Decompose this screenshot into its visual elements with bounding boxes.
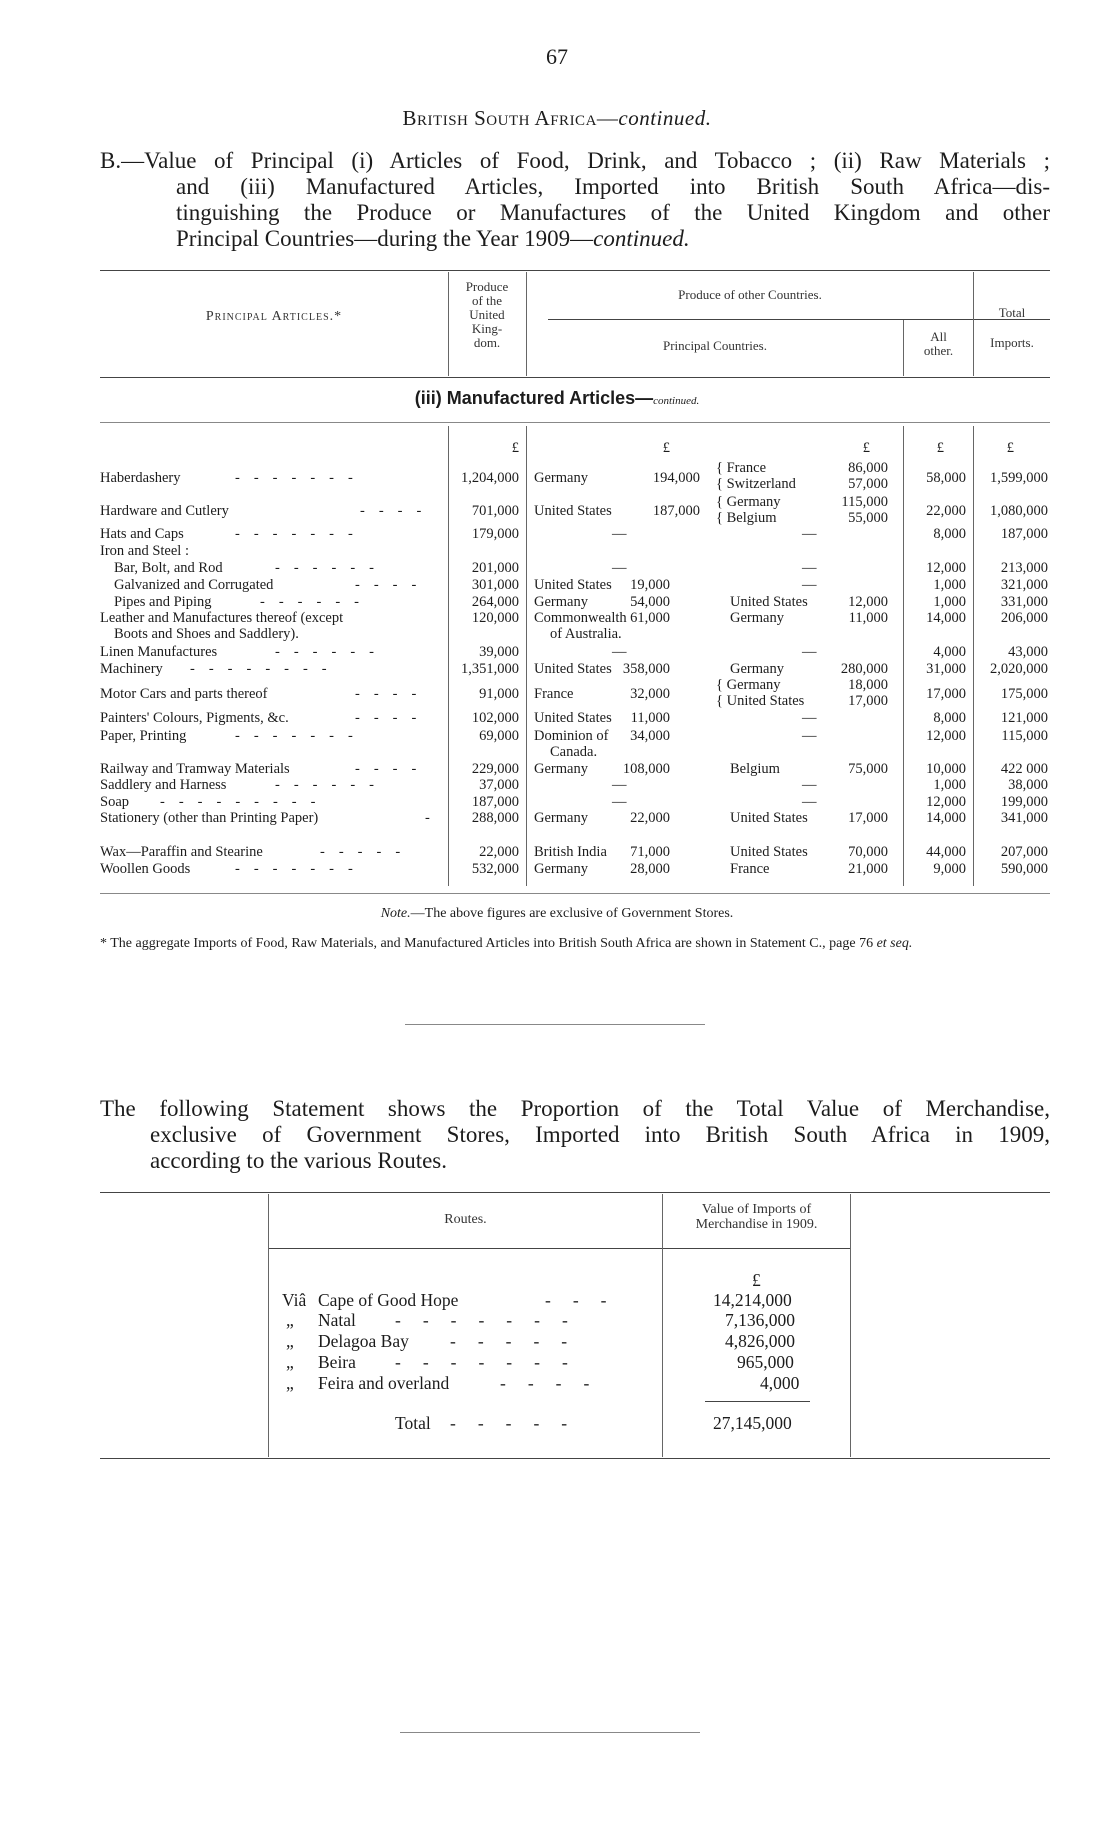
routes-bottom-rule <box>100 1458 1050 1459</box>
row-3-article: Iron and Steel : <box>100 543 189 559</box>
row-17-total: 207,000 <box>1000 844 1048 860</box>
row-0-c2: { France <box>716 460 767 476</box>
header-produce-uk-5: dom. <box>473 335 501 350</box>
note-text: —The above figures are exclusive of Government Stores. <box>410 906 734 921</box>
routes-header-routes: Routes. <box>444 1212 487 1227</box>
currency-total: £ <box>1006 440 1014 456</box>
row-13-article: Railway and Tramway Materials <box>100 761 290 777</box>
row-4-other: 12,000 <box>926 560 966 576</box>
row-10-c3-name: United States <box>726 693 805 709</box>
row-14-total: 38,000 <box>1008 777 1048 793</box>
row-18-c1v: 28,000 <box>630 861 670 877</box>
row-4-uk: 201,000 <box>471 560 519 576</box>
row-4-article: Bar, Bolt, and Rod <box>114 560 223 576</box>
routes-total-rule <box>705 1401 810 1402</box>
page-number: 67 <box>546 44 568 69</box>
route-2-prefix: „ <box>286 1331 294 1351</box>
header-all-other-2: other. <box>923 343 954 358</box>
running-head <box>0 106 1114 131</box>
row-1-c1: United States <box>534 503 612 519</box>
title-line-3: tinguishing the Produce or Manufactures of the United Kingdom and other <box>176 200 1050 225</box>
row-7-c1b: of Australia. <box>550 626 622 642</box>
row-13-c2v: 75,000 <box>848 761 888 777</box>
header-produce-uk-2: of the <box>472 293 502 308</box>
row-0-total: 1,599,000 <box>990 470 1048 486</box>
row-12-article: Paper, Printing <box>100 728 187 744</box>
row-8-leader: ------ <box>275 644 388 660</box>
row-17-c1v: 71,000 <box>630 844 670 860</box>
row-9-c2: Germany <box>730 661 784 677</box>
footnote <box>100 935 1050 952</box>
row-9-other: 31,000 <box>926 661 966 677</box>
running-head-continued: continued. <box>618 106 712 130</box>
header-total-2: Imports. <box>990 335 1034 350</box>
row-16-other: 14,000 <box>926 810 966 826</box>
row-1-c1v: 187,000 <box>652 503 700 519</box>
row-8-c2: — <box>802 644 817 660</box>
row-17-c2: United States <box>730 844 808 860</box>
row-5-other: 1,000 <box>933 577 966 593</box>
row-10-c2v: 18,000 <box>848 677 888 693</box>
row-17-c2v: 70,000 <box>848 844 888 860</box>
currency-other: £ <box>936 440 944 456</box>
route-2-value: 4,826,000 <box>725 1331 795 1351</box>
row-10-c3: { United States <box>716 693 805 709</box>
row-17-uk: 22,000 <box>479 844 519 860</box>
routes-vline-left <box>268 1194 269 1457</box>
table-note <box>0 906 1114 922</box>
row-18-c2: France <box>730 861 770 877</box>
row-18-uk: 532,000 <box>471 861 519 877</box>
row-18-c1: Germany <box>534 861 588 877</box>
row-6-article: Pipes and Piping <box>114 594 212 610</box>
row-17-leader: ----- <box>320 844 415 860</box>
header-bottom-rule <box>100 377 1050 378</box>
main-title <box>100 148 1050 252</box>
row-15-c1: — <box>612 794 627 810</box>
route-0-value: 14,214,000 <box>713 1290 792 1310</box>
section-title: (iii) Manufactured Articles— <box>414 388 654 408</box>
row-11-c2: — <box>802 710 817 726</box>
header-produce-other: Produce of other Countries. <box>678 287 822 302</box>
row-7-total: 206,000 <box>1000 610 1048 626</box>
row-0-c2v: 86,000 <box>848 460 888 476</box>
row-6-c1: Germany <box>534 594 588 610</box>
row-2-other: 8,000 <box>933 526 966 542</box>
routes-total-label: Total <box>395 1413 431 1433</box>
row-1-leader: ---- <box>360 503 436 519</box>
currency-c1: £ <box>662 440 670 456</box>
route-4-name: Feira and overland <box>318 1373 450 1393</box>
row-0-other: 58,000 <box>926 470 966 486</box>
row-15-other: 12,000 <box>926 794 966 810</box>
row-9-uk: 1,351,000 <box>461 661 519 677</box>
body-vline-2 <box>526 426 527 886</box>
row-17-other: 44,000 <box>926 844 966 860</box>
row-4-leader: ------ <box>275 560 388 576</box>
row-13-uk: 229,000 <box>471 761 519 777</box>
row-10-total: 175,000 <box>1000 686 1048 702</box>
row-12-other: 12,000 <box>926 728 966 744</box>
row-11-uk: 102,000 <box>471 710 519 726</box>
row-0-c1: Germany <box>534 470 588 486</box>
section-heading <box>0 388 1114 409</box>
row-2-leader: ------- <box>235 526 367 542</box>
row-14-c1: — <box>612 777 627 793</box>
row-1-uk: 701,000 <box>471 503 519 519</box>
row-10-c3v: 17,000 <box>848 693 888 709</box>
statement <box>100 1096 1050 1174</box>
routes-header-value-2: Merchandise in 1909. <box>695 1217 818 1232</box>
header-produce-uk-4: King- <box>471 321 503 336</box>
routes-vline-mid <box>662 1194 663 1457</box>
header-produce-uk-1: Produce <box>465 279 509 294</box>
route-1-leader: ------- <box>395 1310 590 1330</box>
row-13-c1: Germany <box>534 761 588 777</box>
row-7-article: Leather and Manufactures thereof (except <box>100 610 344 626</box>
routes-header-rule <box>268 1248 850 1249</box>
header-all-other-1: All <box>930 329 947 344</box>
row-7-c1v: 61,000 <box>630 610 670 626</box>
row-10-c1v: 32,000 <box>630 686 670 702</box>
route-0-name: Cape of Good Hope <box>318 1290 459 1310</box>
header-principal-countries: Principal Countries. <box>663 338 767 353</box>
route-4-leader: ---- <box>500 1373 612 1393</box>
row-14-leader: ------ <box>275 777 388 793</box>
row-12-c1v: 34,000 <box>630 728 670 744</box>
row-16-article: Stationery (other than Printing Paper) <box>100 810 319 826</box>
row-18-c2v: 21,000 <box>848 861 888 877</box>
route-0-leader: --- <box>545 1290 629 1310</box>
route-0-prefix: Viâ <box>282 1290 307 1310</box>
row-18-total: 590,000 <box>1000 861 1048 877</box>
header-produce-uk <box>449 280 525 350</box>
row-7-c2: Germany <box>730 610 784 626</box>
row-7-article-2: Boots and Shoes and Saddlery). <box>114 626 299 642</box>
row-9-c1: United States <box>534 661 612 677</box>
title-line-4 <box>100 226 1050 252</box>
row-13-c1v: 108,000 <box>622 761 670 777</box>
routes-currency: £ <box>752 1270 761 1290</box>
row-12-c2: — <box>802 728 817 744</box>
running-head-sep: — <box>596 106 619 130</box>
row-1-other: 22,000 <box>926 503 966 519</box>
footnote-text: * The aggregate Imports of Food, Raw Materials, and Manufactured Articles into British South Africa are shown in Statement C., page 76 <box>100 936 877 951</box>
currency-c2: £ <box>862 440 870 456</box>
row-0-uk: 1,204,000 <box>461 470 519 486</box>
route-4-value: 4,000 <box>760 1373 800 1393</box>
row-9-c1v: 358,000 <box>622 661 670 677</box>
row-8-c1: — <box>612 644 627 660</box>
route-3-leader: ------- <box>395 1352 590 1372</box>
row-6-total: 331,000 <box>1000 594 1048 610</box>
row-6-c2v: 12,000 <box>848 594 888 610</box>
row-14-other: 1,000 <box>933 777 966 793</box>
row-11-total: 121,000 <box>1000 710 1048 726</box>
row-11-c1v: 11,000 <box>630 710 670 726</box>
row-1-c2-name: Germany <box>726 494 781 510</box>
row-0-article: Haberdashery <box>100 470 181 486</box>
footnote-italic: et seq. <box>876 936 913 951</box>
row-6-leader: ------ <box>260 594 373 610</box>
row-2-total: 187,000 <box>1000 526 1048 542</box>
bottom-separator-rule <box>400 1732 700 1733</box>
row-11-leader: ---- <box>355 710 431 726</box>
row-9-article: Machinery <box>100 661 163 677</box>
row-0-c3v: 57,000 <box>848 476 888 492</box>
row-1-c2: { Germany <box>716 494 781 510</box>
row-5-total: 321,000 <box>1000 577 1048 593</box>
row-16-c2: United States <box>730 810 808 826</box>
row-5-c1v: 19,000 <box>630 577 670 593</box>
row-16-c1v: 22,000 <box>630 810 670 826</box>
row-7-c2v: 11,000 <box>848 610 888 626</box>
row-6-uk: 264,000 <box>471 594 519 610</box>
row-17-c1: British India <box>534 844 607 860</box>
statement-line-1: The following Statement shows the Proportion of the Total Value of Merchandise, <box>100 1096 1050 1121</box>
row-2-uk: 179,000 <box>471 526 519 542</box>
route-1-name: Natal <box>318 1310 356 1330</box>
row-11-c1: United States <box>534 710 612 726</box>
row-5-c1: United States <box>534 577 612 593</box>
section-continued: continued. <box>653 395 700 407</box>
row-1-article: Hardware and Cutlery <box>100 503 229 519</box>
title-line-4a: Principal Countries—during the Year 1909— <box>176 226 594 251</box>
route-2-name: Delagoa Bay <box>318 1331 409 1351</box>
row-13-total: 422 000 <box>1000 761 1048 777</box>
statement-line-2: exclusive of Government Stores, Imported into British South Africa in 1909, <box>150 1122 1050 1147</box>
row-10-other: 17,000 <box>926 686 966 702</box>
route-1-value: 7,136,000 <box>725 1310 795 1330</box>
row-10-uk: 91,000 <box>479 686 519 702</box>
row-13-c2: Belgium <box>730 761 780 777</box>
routes-total-value: 27,145,000 <box>713 1413 792 1433</box>
row-4-c1: — <box>612 560 627 576</box>
running-head-title: British South Africa <box>402 106 597 130</box>
row-7-other: 14,000 <box>926 610 966 626</box>
row-9-c2v: 280,000 <box>840 661 888 677</box>
row-10-c1: France <box>534 686 574 702</box>
routes-top-rule <box>100 1192 1050 1193</box>
route-3-value: 965,000 <box>737 1352 794 1372</box>
title-line-1: B.—Value of Principal (i) Articles of Food, Drink, and Tobacco ; (ii) Raw Materials ; <box>100 148 1050 173</box>
row-16-total: 341,000 <box>1000 810 1048 826</box>
row-9-total: 2,020,000 <box>990 661 1048 677</box>
row-8-total: 43,000 <box>1008 644 1048 660</box>
route-1-prefix: „ <box>286 1310 294 1330</box>
row-10-article: Motor Cars and parts thereof <box>100 686 268 702</box>
title-line-2: and (iii) Manufactured Articles, Imported into British South Africa—dis- <box>176 174 1050 199</box>
body-bottom-rule <box>100 893 1050 894</box>
row-1-total: 1,080,000 <box>990 503 1048 519</box>
row-2-article: Hats and Caps <box>100 526 184 542</box>
row-12-uk: 69,000 <box>479 728 519 744</box>
header-total <box>974 298 1050 358</box>
row-10-c2-name: Germany <box>726 677 781 693</box>
row-18-leader: ------- <box>235 861 367 877</box>
row-11-article: Painters' Colours, Pigments, &c. <box>100 710 289 726</box>
route-4-prefix: „ <box>286 1373 294 1393</box>
route-3-name: Beira <box>318 1352 356 1372</box>
row-4-total: 213,000 <box>1000 560 1048 576</box>
section-rule <box>100 422 1050 423</box>
row-8-article: Linen Manufactures <box>100 644 218 660</box>
row-0-c3: { Switzerland <box>716 476 796 492</box>
row-13-leader: ---- <box>355 761 431 777</box>
row-7-c1: Commonwealth <box>534 610 627 626</box>
header-total-1: Total <box>998 305 1026 320</box>
row-15-total: 199,000 <box>1000 794 1048 810</box>
row-13-other: 10,000 <box>926 761 966 777</box>
row-14-c2: — <box>802 777 817 793</box>
header-top-rule <box>100 270 1050 271</box>
row-18-article: Woollen Goods <box>100 861 191 877</box>
row-6-other: 1,000 <box>933 594 966 610</box>
row-6-c1v: 54,000 <box>630 594 670 610</box>
note-label: Note. <box>380 906 411 921</box>
row-15-leader: --------- <box>160 794 330 810</box>
statement-line-3: according to the various Routes. <box>150 1148 448 1173</box>
row-10-c2: { Germany <box>716 677 781 693</box>
row-16-leader: - <box>425 810 430 826</box>
row-1-c3v: 55,000 <box>848 510 888 526</box>
currency-uk: £ <box>511 440 519 456</box>
row-16-uk: 288,000 <box>471 810 519 826</box>
row-15-c2: — <box>802 794 817 810</box>
row-17-article: Wax—Paraffin and Stearine <box>100 844 263 860</box>
row-0-leader: ------- <box>235 470 367 486</box>
row-11-other: 8,000 <box>933 710 966 726</box>
row-7-uk: 120,000 <box>471 610 519 626</box>
row-12-c1: Dominion of <box>534 728 609 744</box>
row-14-article: Saddlery and Harness <box>100 777 227 793</box>
row-4-c2: — <box>802 560 817 576</box>
row-2-c1: — <box>612 526 627 542</box>
row-15-uk: 187,000 <box>471 794 519 810</box>
route-3-prefix: „ <box>286 1352 294 1372</box>
row-0-c3-name: Switzerland <box>726 476 796 492</box>
row-1-c3-name: Belgium <box>726 510 777 526</box>
row-12-total: 115,000 <box>1001 728 1048 744</box>
routes-header-value <box>663 1202 850 1232</box>
row-5-c2: — <box>802 577 817 593</box>
row-10-leader: ---- <box>355 686 431 702</box>
row-1-c3: { Belgium <box>716 510 777 526</box>
row-5-uk: 301,000 <box>471 577 519 593</box>
row-0-c2-name: France <box>726 460 767 476</box>
row-15-article: Soap <box>100 794 129 810</box>
separator-rule <box>405 1024 705 1025</box>
row-0-c1v: 194,000 <box>652 470 700 486</box>
row-5-article: Galvanized and Corrugated <box>114 577 274 593</box>
route-2-leader: ----- <box>450 1331 590 1351</box>
row-9-leader: -------- <box>190 661 341 677</box>
row-18-other: 9,000 <box>933 861 966 877</box>
row-16-c1: Germany <box>534 810 588 826</box>
routes-header-value-1: Value of Imports of <box>701 1202 812 1217</box>
row-16-c2v: 17,000 <box>848 810 888 826</box>
header-all-other <box>904 330 973 358</box>
header-principal-articles: Principal Articles.* <box>205 309 343 324</box>
row-12-c1b: Canada. <box>550 744 598 760</box>
title-line-4b: continued. <box>593 226 690 251</box>
row-5-leader: ---- <box>355 577 431 593</box>
row-6-c2: United States <box>730 594 808 610</box>
row-8-other: 4,000 <box>933 644 966 660</box>
row-2-c2: — <box>802 526 817 542</box>
header-produce-uk-3: United <box>469 307 505 322</box>
routes-vline-right <box>850 1194 851 1457</box>
row-12-leader: ------- <box>235 728 367 744</box>
row-14-uk: 37,000 <box>479 777 519 793</box>
row-1-c2v: 115,000 <box>841 494 888 510</box>
row-8-uk: 39,000 <box>479 644 519 660</box>
routes-total-leader: ----- <box>450 1413 590 1433</box>
